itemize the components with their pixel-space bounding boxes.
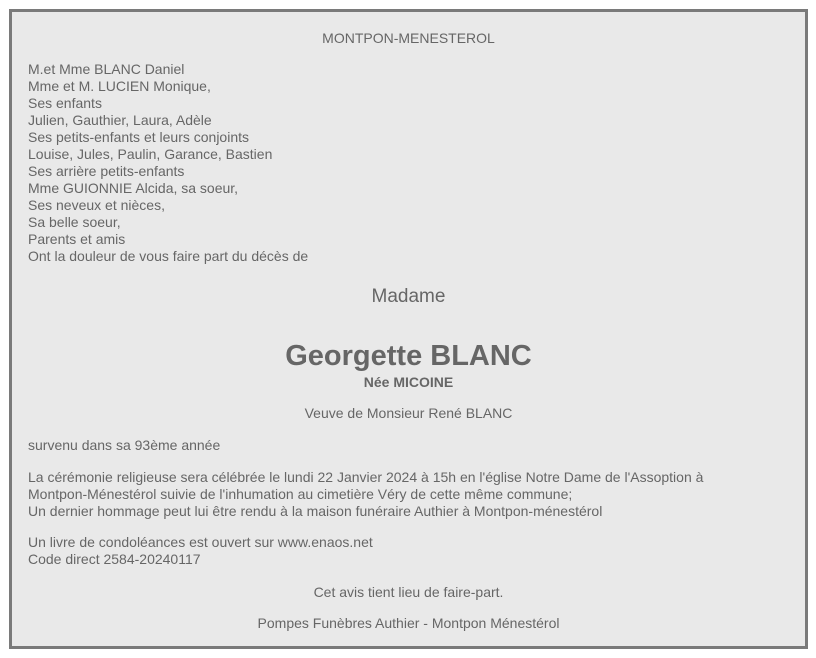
family-line: Julien, Gauthier, Laura, Adèle	[28, 112, 212, 128]
ceremony-line: Un dernier hommage peut lui être rendu à la maison funéraire Authier à Montpon-ménestérol	[28, 503, 603, 519]
ceremony-line: La cérémonie religieuse sera célébrée le lundi 22 Janvier 2024 à 15h en l'église Notre Dame de l'Assoption à	[28, 469, 704, 485]
condolence-info	[28, 534, 373, 568]
town-heading: MONTPON-MENESTEROL	[322, 30, 495, 46]
condolence-code: Code direct 2584-20240117	[28, 551, 201, 567]
family-line: Parents et amis	[28, 231, 126, 247]
family-line: Mme GUIONNIE Alcida, sa soeur,	[28, 180, 239, 196]
family-line: M.et Mme BLANC Daniel	[28, 61, 185, 77]
deceased-name: Georgette BLANC	[285, 340, 532, 372]
maiden-name: Née MICOINE	[363, 374, 454, 390]
family-line: Ses petits-enfants et leurs conjoints	[28, 129, 250, 145]
ceremony-line: Montpon-Ménestérol suivie de l'inhumation au cimetière Véry de cette même commune;	[28, 486, 573, 502]
obituary-notice	[9, 9, 808, 649]
age-line: survenu dans sa 93ème année	[28, 437, 221, 453]
widow-of: Veuve de Monsieur René BLANC	[304, 405, 513, 421]
family-line: Louise, Jules, Paulin, Garance, Bastien	[28, 146, 273, 162]
family-line: Ses neveux et nièces,	[28, 197, 165, 213]
family-line: Ont la douleur de vous faire part du décès de	[28, 248, 309, 264]
deceased-title: Madame	[371, 286, 446, 307]
family-line: Ses arrière petits-enfants	[28, 163, 185, 179]
funeral-home: Pompes Funèbres Authier - Montpon Ménestérol	[257, 615, 560, 631]
ceremony-details	[28, 469, 793, 520]
family-list	[28, 61, 308, 265]
condolence-line: Un livre de condoléances est ouvert sur www.enaos.net	[28, 534, 373, 550]
family-line: Sa belle soeur,	[28, 214, 121, 230]
family-line: Mme et M. LUCIEN Monique,	[28, 78, 211, 94]
family-line: Ses enfants	[28, 95, 102, 111]
notice-footnote: Cet avis tient lieu de faire-part.	[313, 584, 504, 600]
